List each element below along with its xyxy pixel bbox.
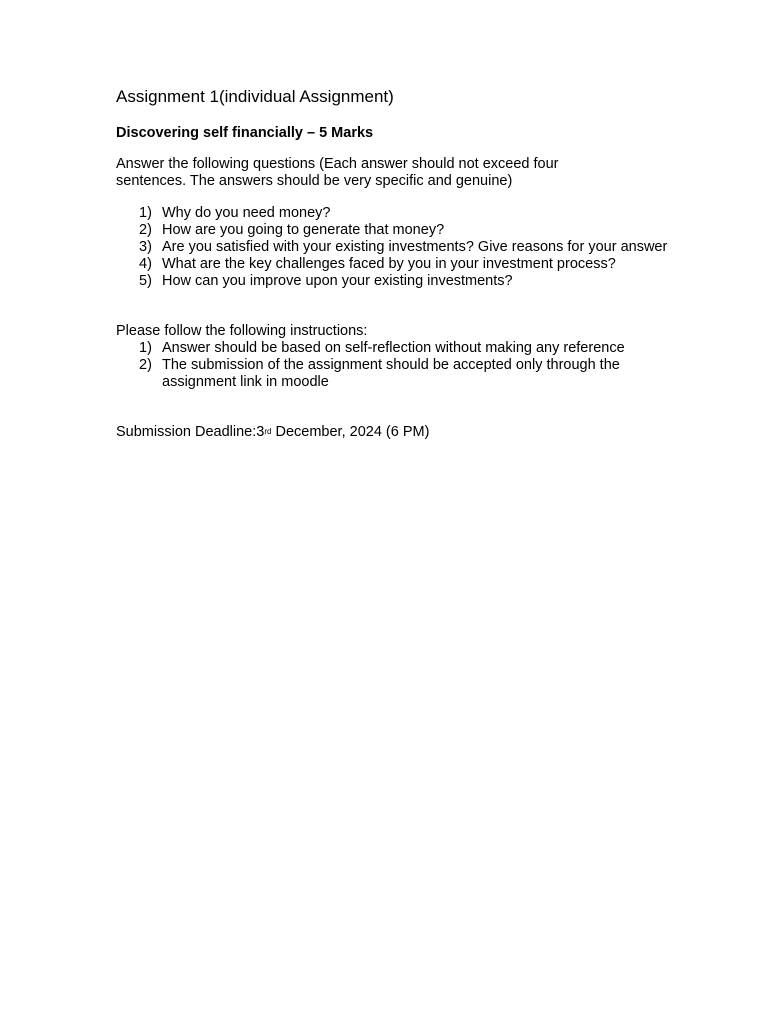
instructions-list [116,340,676,391]
list-number: 2) [139,357,152,373]
list-number: 2) [139,222,152,238]
list-item [116,273,676,290]
question-text: How can you improve upon your existing investments? [162,273,513,289]
list-item [116,222,676,239]
list-number: 4) [139,256,152,272]
list-item [116,357,676,391]
document-title: Assignment 1(individual Assignment) [116,87,394,106]
question-text: How are you going to generate that money? [162,222,445,238]
list-item [116,256,676,273]
document-page [116,86,676,441]
list-item [116,340,676,357]
question-text: Are you satisfied with your existing investments? Give reasons for your answer [162,239,668,255]
list-number: 1) [139,205,152,221]
list-item [116,205,676,222]
questions-list [116,205,676,290]
list-number: 3) [139,239,152,255]
submission-deadline [116,424,676,441]
deadline-date-rest: December, 2024 (6 PM) [271,424,430,440]
list-number: 5) [139,273,152,289]
instruction-text: The submission of the assignment should be accepted only through the assignment link in moodle [162,357,620,390]
deadline-label: Submission Deadline: [116,424,257,440]
deadline-day: 3 [256,424,265,440]
question-text: What are the key challenges faced by you in your investment process? [162,256,616,272]
deadline-day-suffix: rd [264,427,272,436]
document-subtitle: Discovering self financially – 5 Marks [116,125,374,141]
intro-paragraph: Answer the following questions (Each answer should not exceed four sentences. The answers should be very specific and genuine) [116,156,559,189]
list-item [116,239,676,256]
instructions-heading: Please follow the following instructions: [116,323,368,339]
question-text: Why do you need money? [162,205,331,221]
list-number: 1) [139,340,152,356]
instruction-text: Answer should be based on self-reflection without making any reference [162,340,625,356]
